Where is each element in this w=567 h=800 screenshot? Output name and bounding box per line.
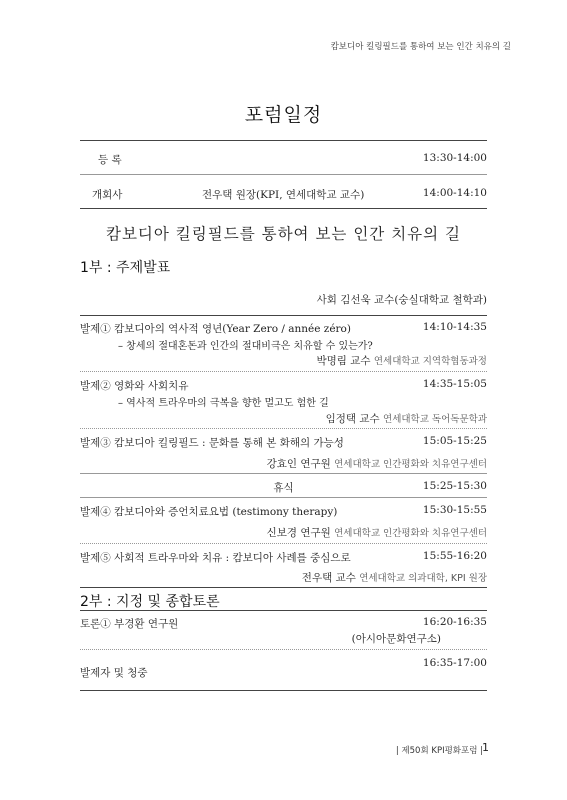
schedule-time: 13:30-14:00	[422, 152, 487, 164]
talk-subtitle: – 역사적 트라우마의 극복을 향한 멀고도 험한 길	[118, 398, 329, 409]
discussant-time: 16:20-16:35	[422, 616, 487, 628]
open-discussion-time: 16:35-17:00	[422, 657, 487, 669]
speaker-name: 신보경 연구원	[266, 527, 331, 539]
page-title: 포럼일정	[244, 104, 323, 126]
talk-4-title-line	[80, 504, 487, 519]
speaker-affiliation: 연세대학교 지역학협동과정	[373, 356, 487, 367]
break-time: 15:25-15:30	[422, 480, 487, 492]
discussant-title: 토론① 부경환 연구원	[80, 618, 179, 630]
running-header: 캄보디아 킬링필드를 통하여 보는 인간 치유의 길	[330, 42, 511, 52]
talk-speaker-line	[267, 456, 487, 471]
table-top-rule	[80, 140, 487, 141]
talk-speaker-line	[326, 411, 487, 426]
talk-2-title-line	[80, 378, 487, 393]
speaker-name: 강효인 연구원	[266, 458, 331, 470]
break-top-rule	[80, 473, 487, 474]
speaker-name: 전우택 교수	[301, 572, 356, 584]
talk-title: 발제⑤ 사회적 트라우마와 치유 : 캄보디아 사례를 중심으로	[80, 552, 351, 564]
speaker-name: 박명림 교수	[316, 355, 371, 367]
table-bottom-rule	[80, 208, 487, 209]
talk-title: 발제③ 캄보디아 킬링필드 : 문화를 통해 본 화해의 가능성	[80, 437, 344, 449]
speaker-affiliation: 연세대학교 독어독문학과	[383, 414, 487, 425]
break-label: 휴식	[273, 482, 294, 494]
speaker-affiliation: 연세대학교 의과대학, KPI 원장	[359, 573, 487, 584]
talk-5-title-line	[80, 550, 487, 565]
talk-time: 15:05-15:25	[422, 435, 487, 447]
schedule-label: 등 록	[98, 154, 122, 166]
table-divider	[80, 174, 487, 175]
discussant-line	[80, 616, 487, 631]
open-discussion-title: 발제자 및 청중	[80, 667, 148, 679]
break-bottom-rule	[80, 497, 487, 498]
talk-1-title-line	[80, 321, 487, 336]
talk-time: 15:30-15:55	[422, 504, 487, 516]
speaker-name: 임정택 교수	[325, 413, 380, 425]
part2-heading: 2부 : 지정 및 종합토론	[80, 594, 220, 610]
discussant-divider	[80, 649, 487, 650]
talk-time: 14:35-15:05	[422, 378, 487, 390]
part2-rule	[80, 610, 487, 611]
footer-label: | 제50회 KPI평화포럼 |	[395, 746, 483, 756]
page-number: 1	[482, 741, 489, 754]
part1-bottom-rule	[80, 587, 487, 588]
talk-speaker-line	[302, 570, 487, 585]
talk-speaker-line	[267, 525, 487, 540]
talk-time: 14:10-14:35	[422, 321, 487, 333]
forum-title: 캄보디아 킬링필드를 통하여 보는 인간 치유의 길	[105, 225, 462, 243]
talk-3-title-line	[80, 435, 487, 450]
talk-time: 15:55-16:20	[422, 550, 487, 562]
moderator: 사회 김선욱 교수(숭실대학교 철학과)	[316, 294, 487, 306]
speaker-affiliation: 연세대학교 인간평화와 치유연구센터	[334, 528, 487, 539]
talk-divider	[80, 543, 487, 544]
open-discussion-line	[80, 665, 487, 680]
part2-bottom-rule	[80, 690, 487, 691]
talk-subtitle: – 창세의 절대혼돈과 인간의 절대비극은 치유할 수 있는가?	[118, 341, 373, 352]
talk-title: 발제④ 캄보디아와 증언치료요법 (testimony therapy)	[80, 506, 338, 518]
discussant-affiliation: (아시아문화연구소)	[351, 633, 441, 645]
part1-heading: 1부 : 주제발표	[80, 260, 171, 276]
part1-rule	[80, 315, 487, 316]
talk-speaker-line	[316, 353, 487, 368]
schedule-time: 14:00-14:10	[422, 187, 487, 199]
talk-divider	[80, 371, 487, 372]
schedule-label: 개회사	[92, 189, 123, 201]
schedule-detail: 전우택 원장(KPI, 연세대학교 교수)	[202, 189, 365, 201]
talk-title: 발제① 캄보디아의 역사적 영년(Year Zero / année zéro)	[80, 323, 351, 335]
talk-title: 발제② 영화와 사회치유	[80, 380, 189, 392]
talk-divider	[80, 428, 487, 429]
speaker-affiliation: 연세대학교 인간평화와 치유연구센터	[334, 459, 487, 470]
